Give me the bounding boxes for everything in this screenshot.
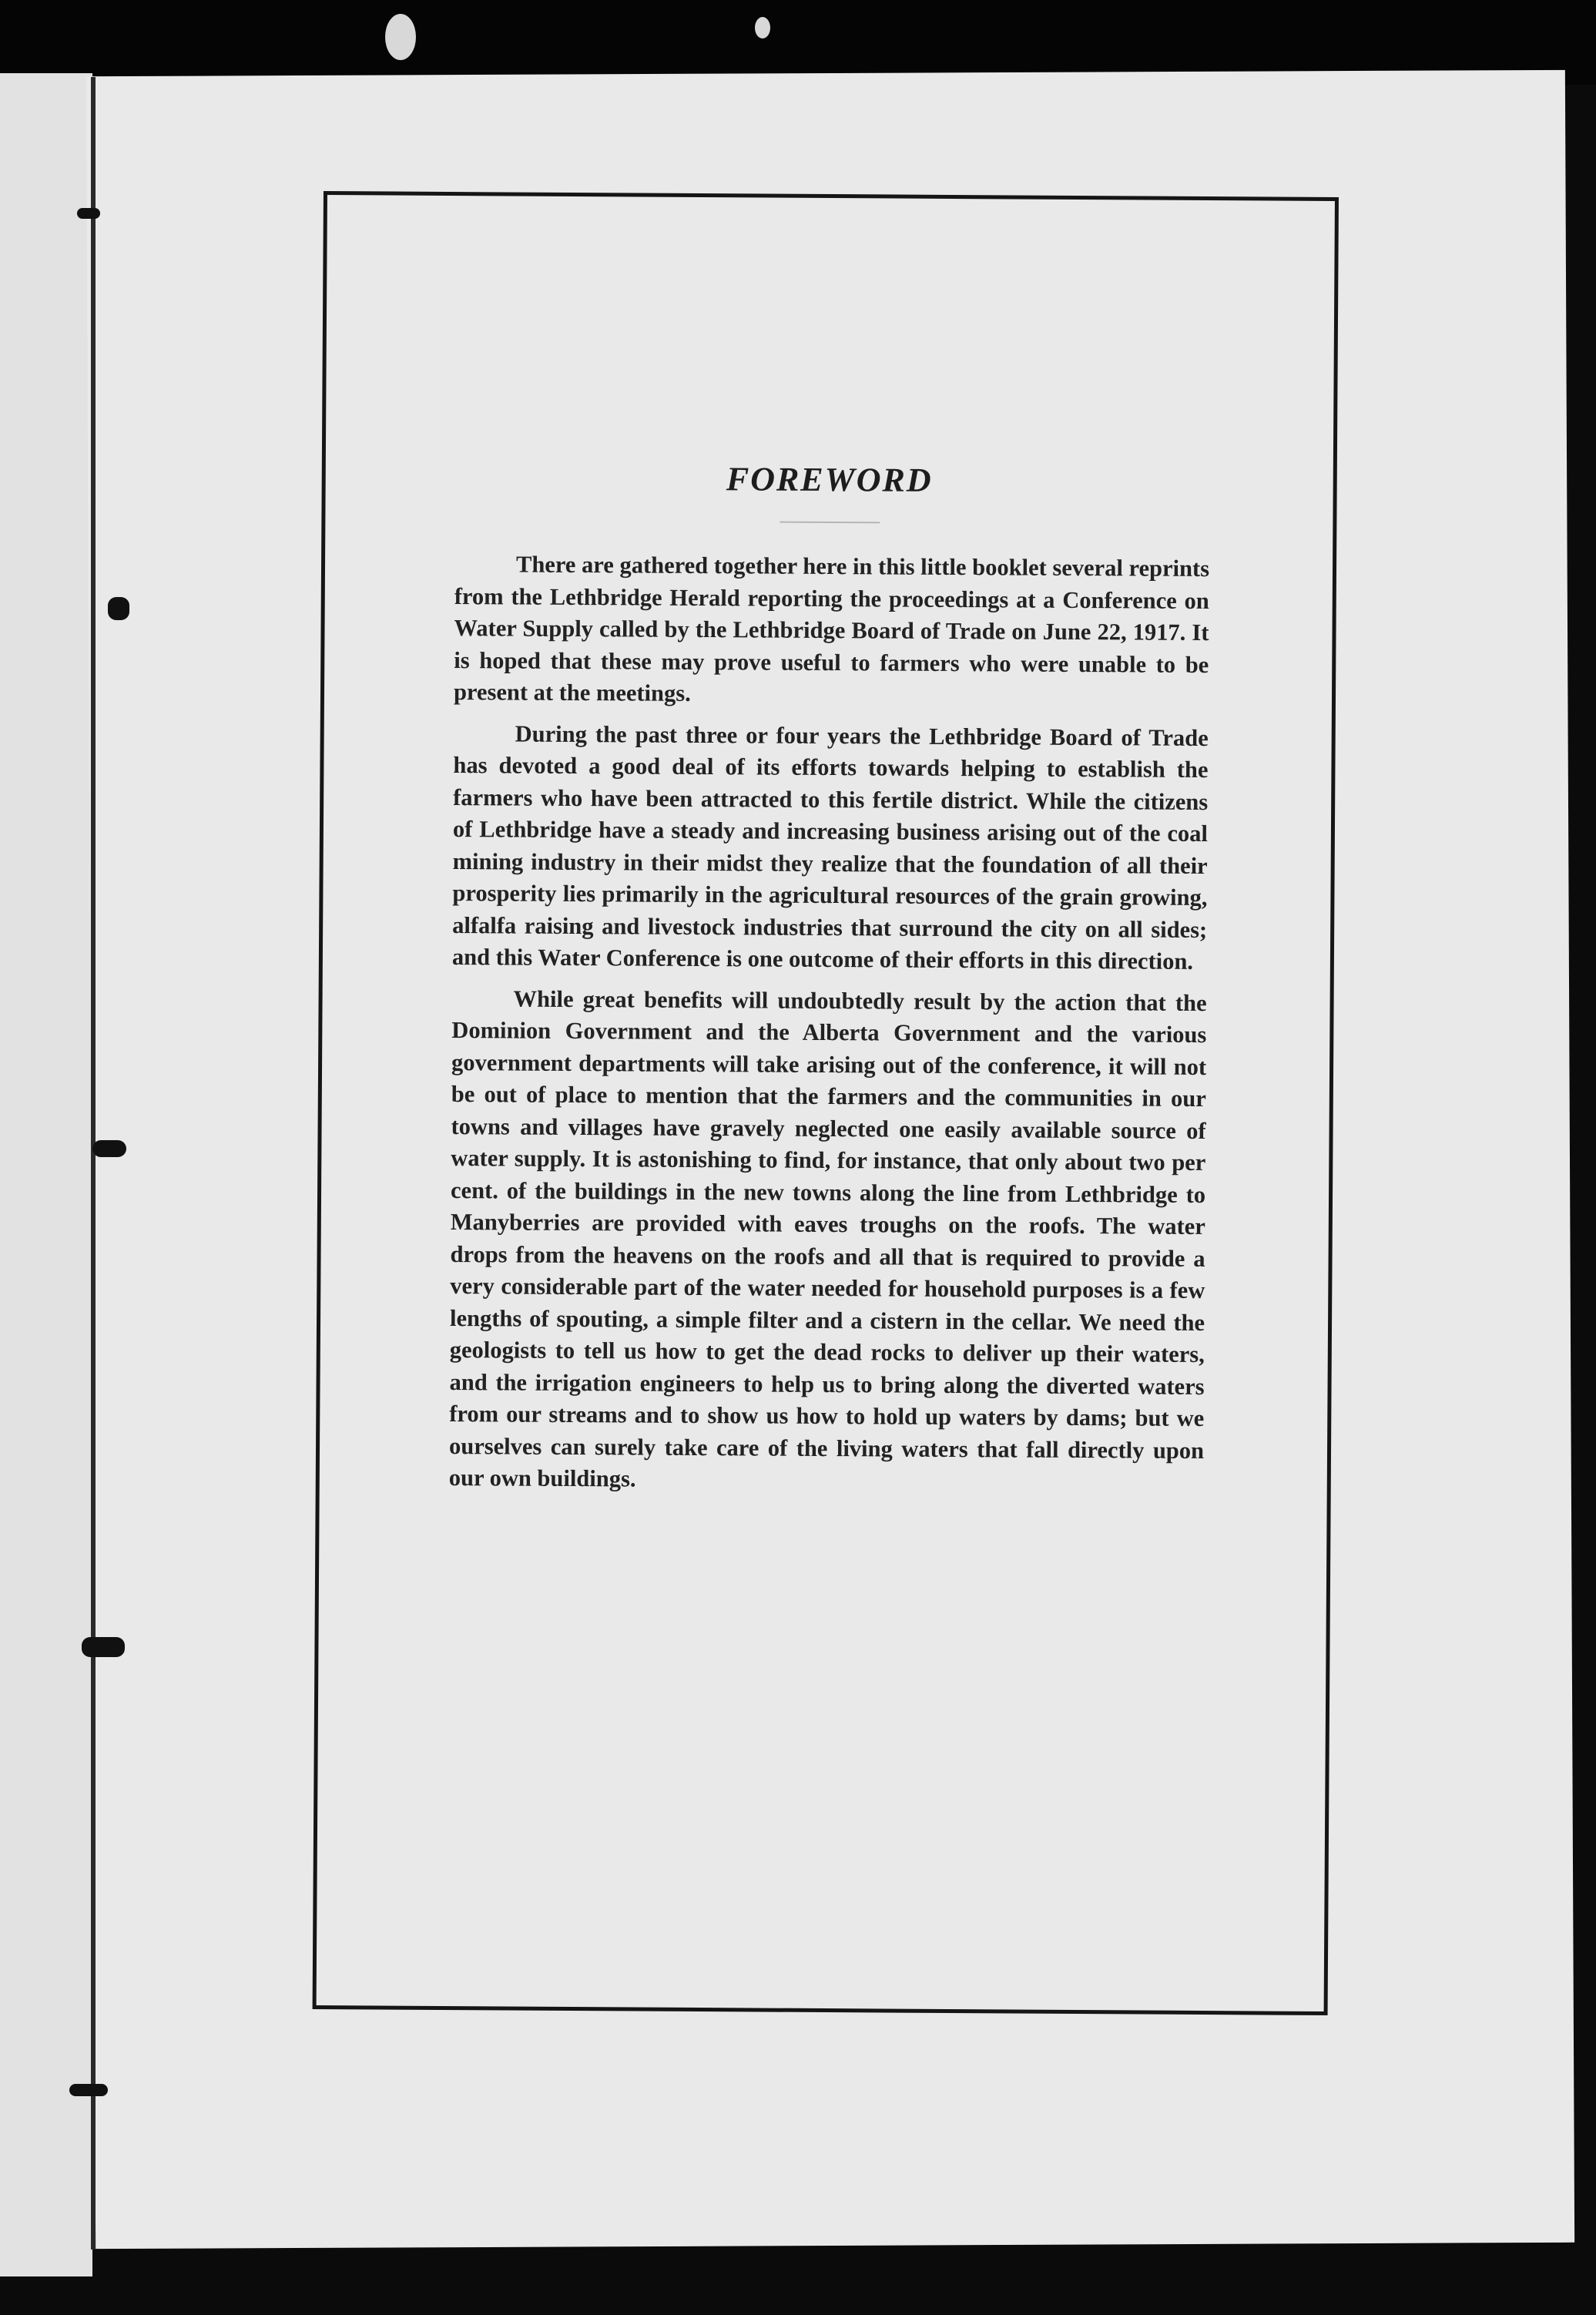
paragraph: During the past three or four years the Lethbridge Board of Trade has devoted a good deal of its efforts towards helping to establish the farmers who have been attracted to this fertile district. While the citizens of Lethbridge have a steady and increasing business arising out of the coal mining industry in their midst they realize that the foundation of all their prosperity lies primarily in the agricultural resources of the grain growing, alfalfa raising and livestock industries that surround the city on all sides; and this Water Conference is one outcome of their efforts in this direction. (451, 720, 1209, 975)
paragraph: There are gathered together here in this little booklet several reprints from the Lethbridge Herald reporting the proceedings at a Conference on Water Supply called by the Lethbridge Board of Trade on June 22, 1917. It is hoped that these may prove useful to farmers who were unable to be present at the meetings. (453, 551, 1210, 706)
binding-mark (77, 208, 100, 219)
foreword-body (449, 549, 1210, 1508)
scan-speck (385, 14, 416, 60)
binding-mark (108, 597, 129, 620)
binding-edge (91, 77, 96, 2250)
scan-speck (755, 17, 770, 39)
binding-mark (69, 2084, 108, 2096)
page-title: FOREWORD (726, 460, 933, 499)
content-frame (313, 191, 1339, 2015)
title-rule (780, 522, 880, 524)
paragraph: While great benefits will undoubtedly result by the action that the Dominion Government and the Alberta Government and the various government departments will take arising out of the conference, it will not be out of place to mention that the farmers and the communities in our towns and villages have gravely neglected one easily available source of water supply. It is astonishing to find, for instance, that only about two per cent. of the buildings in the new towns along the line from Lethbridge to Manyberries are provided with eaves troughs on the roofs. The water drops from the heavens on the roofs and all that is required to provide a very considerable part of the water needed for household purposes is a few lengths of spouting, a simple filter and a cistern in the cellar. We need the geologists to tell us how to get the dead rocks to deliver up their waters, and the irrigation engineers to help us to bring along the diverted waters from our streams and to show us how to hold up waters by dams; but we ourselves can surely take care of the living waters that fall directly upon our own buildings. (448, 985, 1207, 1492)
binding-mark (92, 1140, 126, 1157)
binding-mark (82, 1637, 125, 1657)
facing-page-strip (0, 73, 92, 2276)
